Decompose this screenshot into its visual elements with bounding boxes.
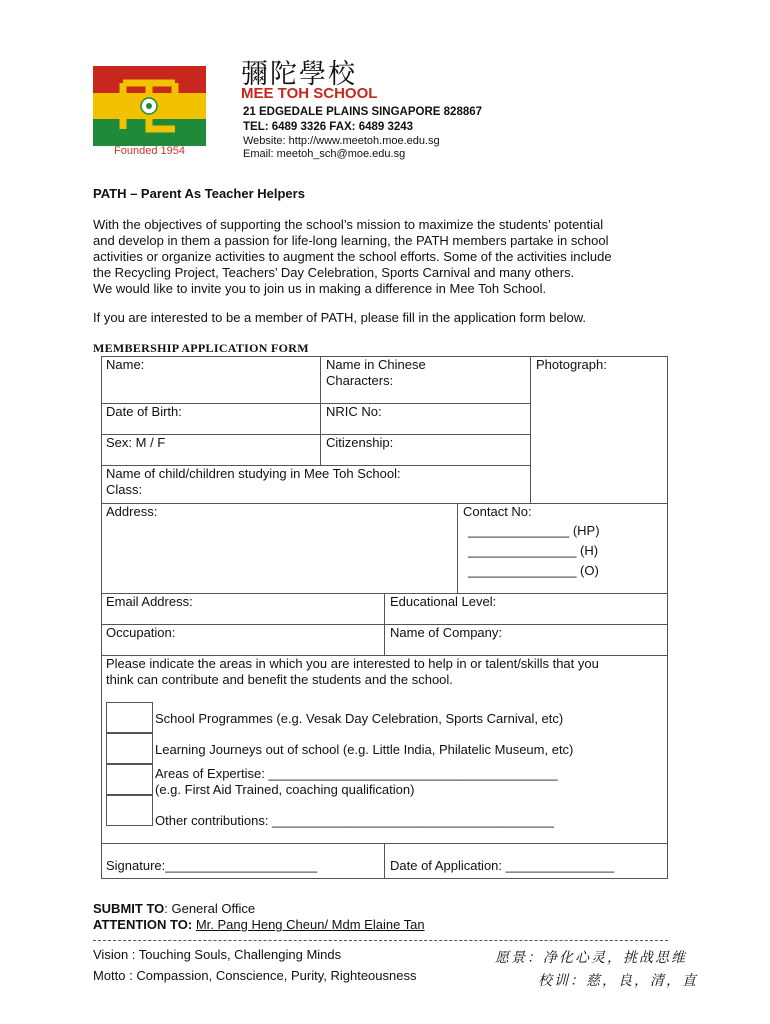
- child-label: Name of child/children studying in Mee Toh School:: [106, 466, 401, 481]
- option-expertise-example: (e.g. First Aid Trained, coaching qualification): [155, 782, 415, 797]
- vision-text: Vision : Touching Souls, Challenging Minds: [93, 947, 342, 962]
- company-label: Name of Company:: [390, 625, 502, 640]
- option-checkbox-learning-journeys[interactable]: [106, 733, 153, 764]
- areas-instruction: Please indicate the areas in which you are interested to help in or talent/skills that you: [106, 656, 599, 671]
- signature-label: Signature:_____________________: [106, 858, 318, 873]
- school-address: 21 EDGEDALE PLAINS SINGAPORE 828867: [243, 106, 483, 118]
- attention-to: [93, 917, 425, 932]
- name-label: Name:: [106, 357, 145, 372]
- intro-line: We would like to invite you to join us in making a difference in Mee Toh School.: [93, 281, 547, 296]
- dob-label: Date of Birth:: [106, 404, 182, 419]
- school-logo: [93, 66, 206, 146]
- founded-label: Founded 1954: [114, 145, 185, 157]
- vision-text-chinese: 愿景：净化心灵，挑战思维: [495, 950, 687, 966]
- intro-paragraph: [93, 217, 673, 297]
- email-label: Email Address:: [106, 594, 193, 609]
- footer-divider: [93, 940, 668, 941]
- intro-line: With the objectives of supporting the school’s mission to maximize the students’ potential: [93, 217, 604, 232]
- option-checkbox-expertise[interactable]: [106, 764, 153, 795]
- option-school-programmes: School Programmes (e.g. Vesak Day Celebration, Sports Carnival, etc): [155, 711, 564, 726]
- intro-line: activities or organize activities to augment the school efforts. Some of the activities include: [93, 249, 612, 264]
- nric-label: NRIC No:: [326, 404, 382, 419]
- invite-text: If you are interested to be a member of PATH, please fill in the application form below.: [93, 310, 587, 325]
- attention-value: Mr. Pang Heng Cheun/ Mdm Elaine Tan: [195, 917, 425, 932]
- option-learning-journeys: Learning Journeys out of school (e.g. Little India, Philatelic Museum, etc): [155, 742, 574, 757]
- option-checkbox-school-programmes[interactable]: [106, 702, 153, 733]
- photograph-field[interactable]: [530, 356, 668, 504]
- citizenship-label: Citizenship:: [326, 435, 394, 450]
- chinese-name-label-2: Characters:: [326, 373, 394, 388]
- intro-line: the Recycling Project, Teachers’ Day Celebration, Sports Carnival and many others.: [93, 265, 575, 280]
- school-website[interactable]: Website: http://www.meetoh.moe.edu.sg: [243, 135, 440, 147]
- sex-label: Sex: M / F: [106, 435, 166, 450]
- motto-text: Motto : Compassion, Conscience, Purity, Righteousness: [93, 968, 417, 983]
- school-email[interactable]: Email: meetoh_sch@moe.edu.sg: [243, 148, 406, 160]
- path-title: PATH – Parent As Teacher Helpers: [93, 186, 305, 201]
- option-expertise: Areas of Expertise: ________________________________________: [155, 766, 558, 781]
- date-label: Date of Application: _______________: [390, 858, 615, 873]
- option-checkbox-other[interactable]: [106, 795, 153, 826]
- contact-label: Contact No:: [463, 504, 532, 519]
- education-label: Educational Level:: [390, 594, 497, 609]
- attention-separator: :: [187, 917, 196, 932]
- intro-line: and develop in them a passion for life-long learning, the PATH members partake in school: [93, 233, 609, 248]
- contact-h-line: _______________ (H): [468, 543, 599, 558]
- occupation-label: Occupation:: [106, 625, 176, 640]
- submit-to: [93, 901, 255, 916]
- photograph-label: Photograph:: [536, 357, 607, 372]
- areas-instruction-2: think can contribute and benefit the students and the school.: [106, 672, 453, 687]
- option-other: Other contributions: _______________________________________: [155, 813, 555, 828]
- contact-hp-line: ______________ (HP): [468, 523, 600, 538]
- contact-o-line: _______________ (O): [468, 563, 599, 578]
- school-name-english: MEE TOH SCHOOL: [241, 85, 378, 102]
- submit-value: : General Office: [164, 901, 256, 916]
- school-name-chinese: 彌陀學校: [241, 59, 357, 90]
- school-tel-fax: TEL: 6489 3326 FAX: 6489 3243: [243, 121, 414, 133]
- attention-label: ATTENTION TO: [93, 917, 188, 932]
- motto-text-chinese: 校训：慈，良，清，直: [538, 973, 698, 989]
- submit-label: SUBMIT TO: [93, 901, 165, 916]
- chinese-name-label: Name in Chinese: [326, 357, 426, 372]
- form-title: MEMBERSHIP APPLICATION FORM: [93, 341, 309, 355]
- class-label: Class:: [106, 482, 143, 497]
- address-label: Address:: [106, 504, 158, 519]
